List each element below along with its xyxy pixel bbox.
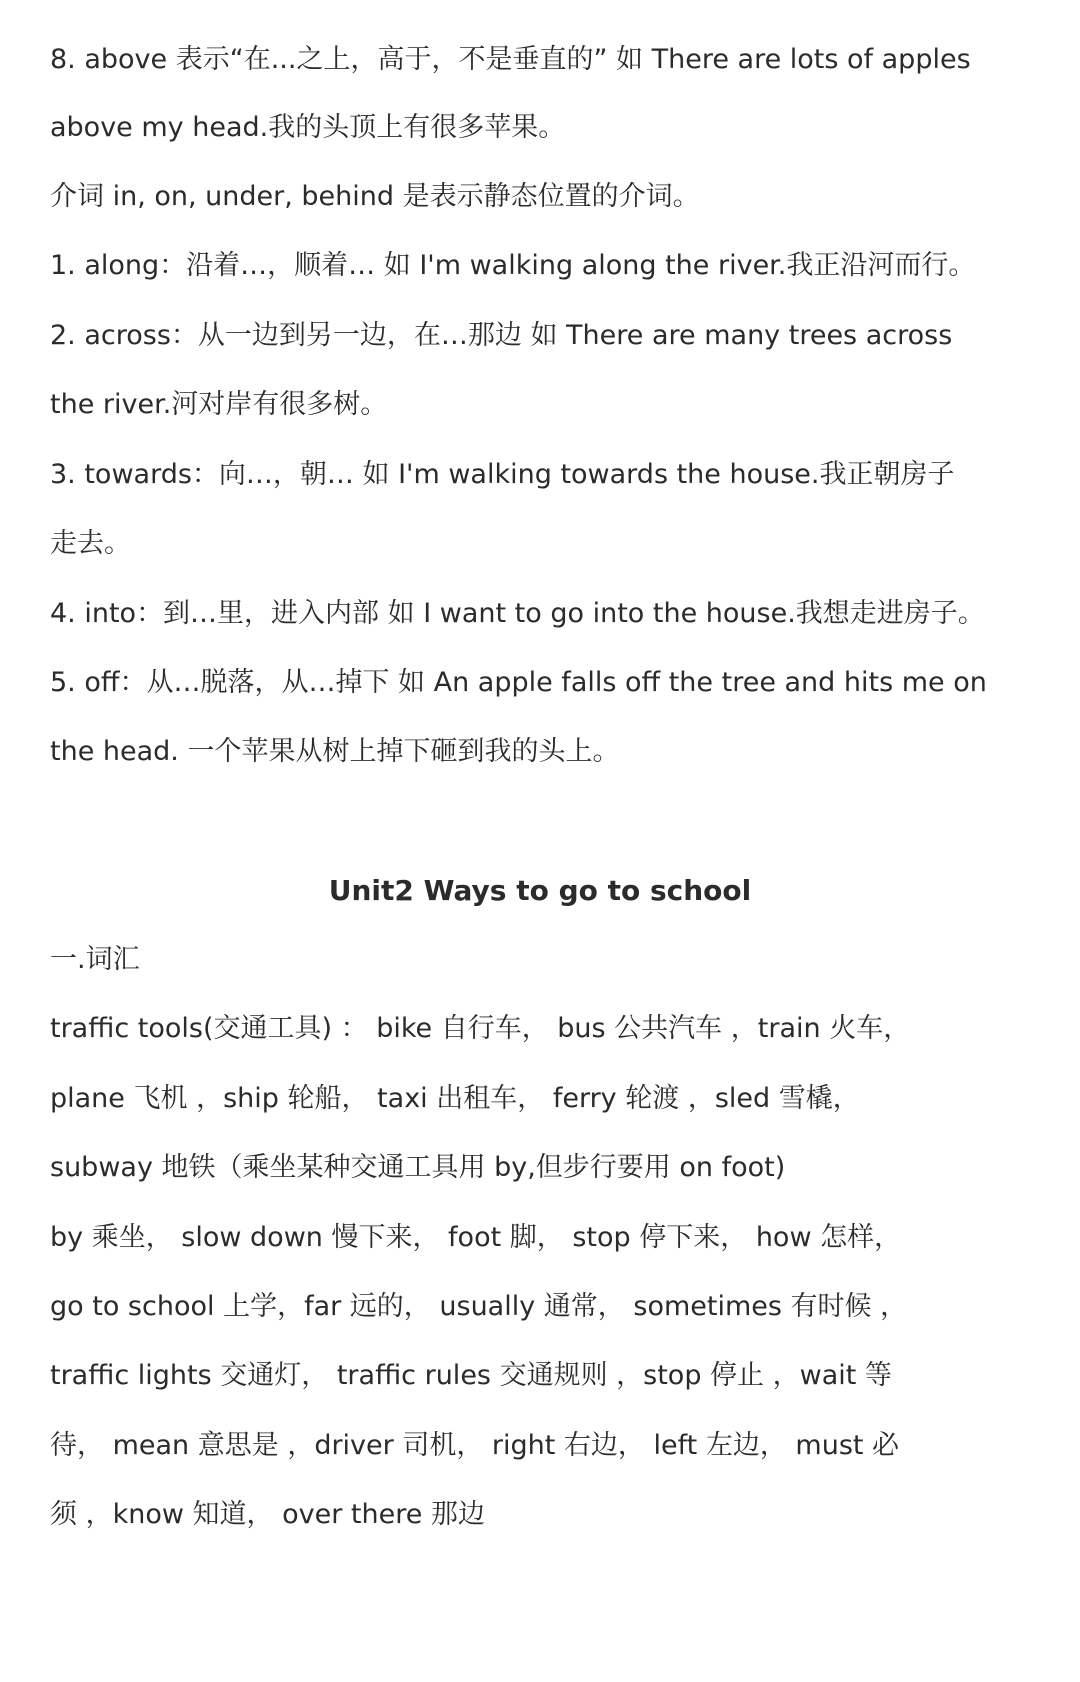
vocab-line: subway 地铁（乘坐某种交通工具用 by,但步行要用 on foot): [50, 1152, 786, 1183]
text-line: 4. into：到…里，进入内部 如 I want to go into the house.我想走进房子。: [50, 598, 985, 629]
text-line: the river.河对岸有很多树。: [50, 389, 388, 420]
unit-title: Unit2 Ways to go to school: [328, 874, 752, 907]
vocab-line: 须 ，know 知道， over there 那边: [50, 1499, 485, 1530]
vocab-line: by 乘坐， slow down 慢下来， foot 脚， stop 停下来， how 怎样，: [50, 1222, 902, 1253]
text-line: 5. off：从…脱落，从…掉下 如 An apple falls off the tree and hits me on: [50, 667, 987, 698]
text-line: the head. 一个苹果从树上掉下砸到我的头上。: [50, 736, 620, 767]
text-line: 介词 in, on, under, behind 是表示静态位置的介词。: [50, 181, 700, 212]
vocab-line: go to school 上学，far 远的， usually 通常， sometimes 有时候 ，: [50, 1291, 908, 1322]
section-heading: 一.词汇: [50, 944, 140, 975]
vocab-line: traffic tools(交通工具) ： bike 自行车， bus 公共汽车 ，train 火车，: [50, 1013, 911, 1044]
text-line: above my head.我的头顶上有很多苹果。: [50, 112, 566, 143]
text-line: 8. above 表示“在...之上，高于，不是垂直的” 如 There are lots of apples: [50, 44, 971, 75]
text-line: 走去。: [50, 528, 131, 559]
text-line: 2. across：从一边到另一边，在…那边 如 There are many trees across: [50, 320, 953, 351]
vocab-line: plane 飞机 ，ship 轮船， taxi 出租车， ferry 轮渡 ，sled 雪橇，: [50, 1083, 860, 1114]
text-line: 3. towards：向…，朝… 如 I'm walking towards the house.我正朝房子: [50, 459, 955, 490]
vocab-line: 待， mean 意思是 ，driver 司机， right 右边， left 左边， must 必: [50, 1430, 900, 1461]
text-line: 1. along：沿着…，顺着… 如 I'm walking along the river.我正沿河而行。: [50, 250, 976, 281]
vocab-line: traffic lights 交通灯， traffic rules 交通规则 ，stop 停止 ，wait 等: [50, 1360, 892, 1391]
